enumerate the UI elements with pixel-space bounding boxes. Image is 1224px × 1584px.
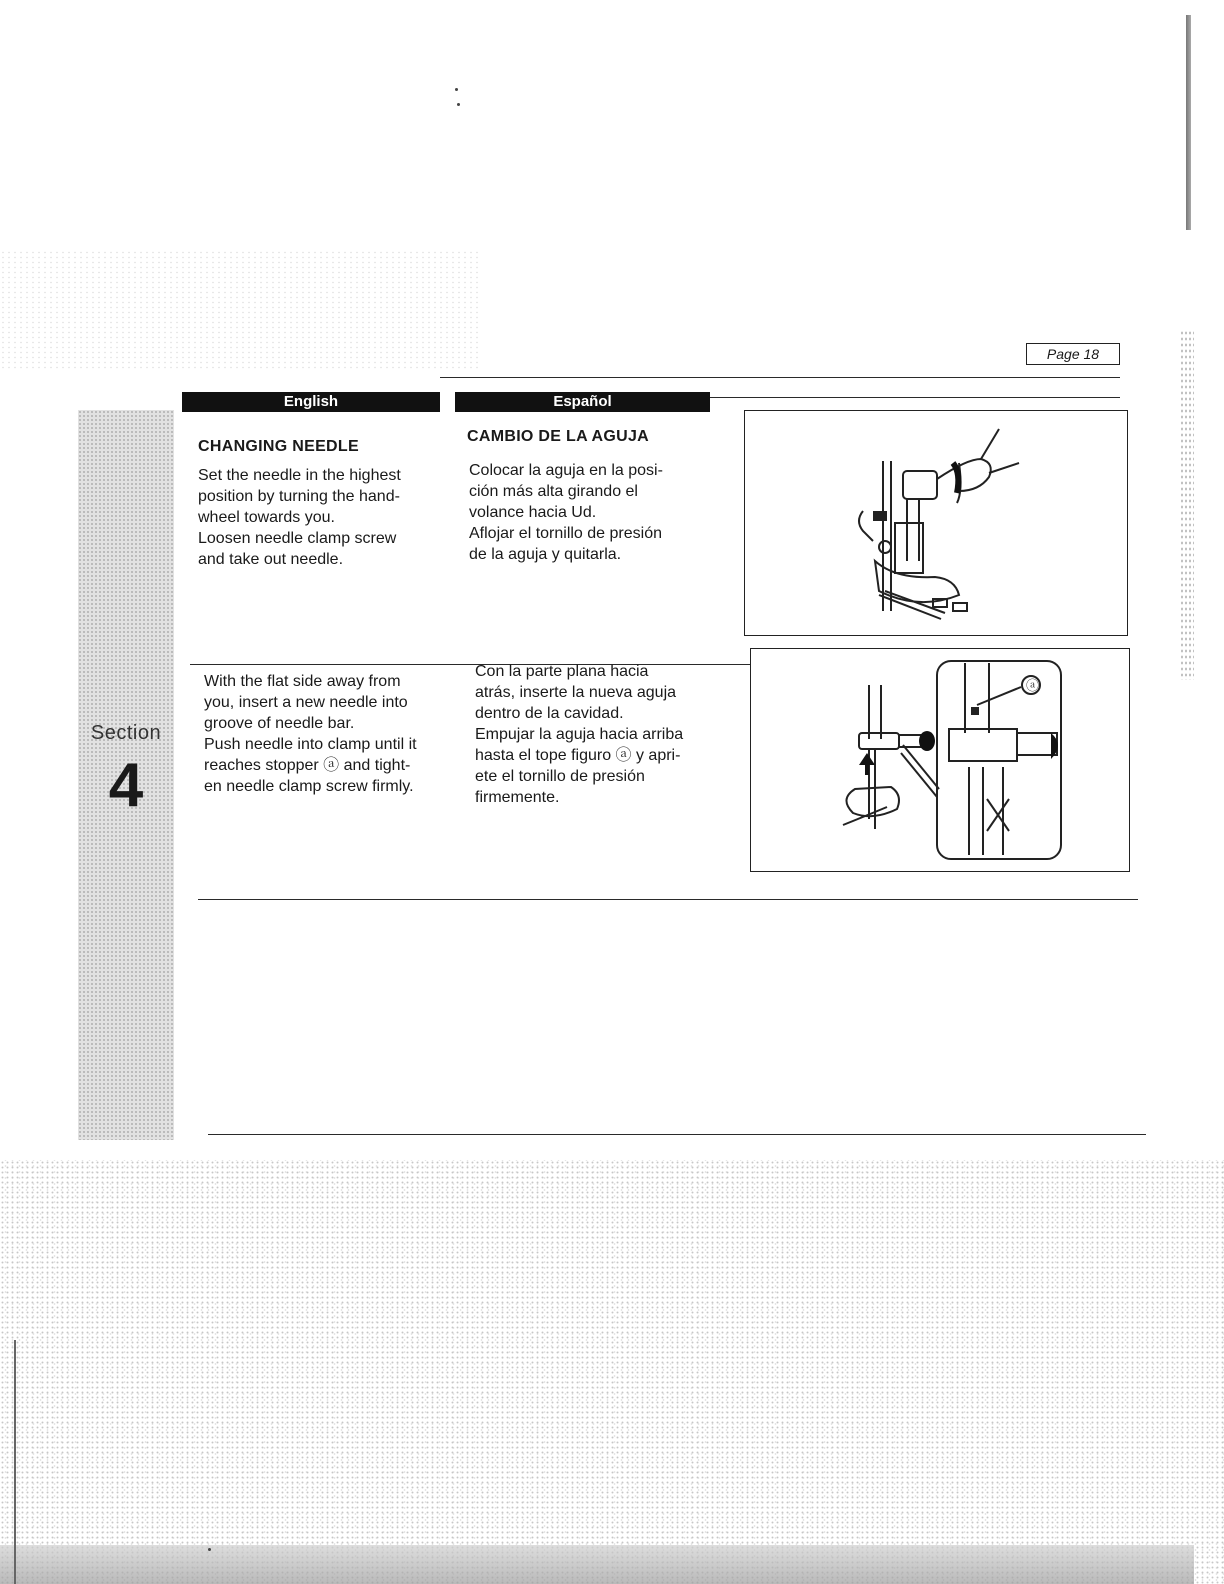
needle-clamp-icon [745, 411, 1127, 635]
scan-speck [455, 88, 458, 91]
scan-speck [208, 1548, 211, 1551]
language-rule [710, 397, 1120, 398]
header-rule [440, 377, 1120, 378]
scan-edge [1180, 330, 1194, 680]
english-instructions-2: With the flat side away from you, insert a new needle into groove of needle bar. Push needle into clamp until it reaches stopper ⓐ and tight- en needle clamp screw firmly. [204, 673, 417, 795]
needle-insert-icon [751, 649, 1129, 871]
language-bar-english: English [182, 392, 440, 412]
needle-insert-illustration [750, 648, 1130, 872]
spanish-instructions-1: Colocar la aguja en la posi- ción más alta girando el volance hacia Ud. Aflojar el tornillo de presión de la aguja y quitarla. [469, 462, 663, 563]
section-number: 4 [108, 751, 144, 820]
english-instructions-1: Set the needle in the highest position by turning the hand- wheel towards you. Loosen needle clamp screw and take out needle. [198, 467, 401, 568]
step-divider [198, 899, 1138, 900]
english-heading: CHANGING NEEDLE [198, 438, 359, 455]
section-tab [78, 410, 174, 1140]
section-label: Section [90, 722, 162, 744]
page-number: Page 18 [1026, 343, 1120, 365]
needle-clamp-illustration [744, 410, 1128, 636]
scan-speck [457, 103, 460, 106]
spanish-heading: CAMBIO DE LA AGUJA [467, 428, 649, 445]
scan-edge [0, 1545, 1194, 1584]
language-bar-spanish: Español [455, 392, 710, 412]
scan-edge [1186, 15, 1191, 230]
spanish-instructions-2: Con la parte plana hacia atrás, inserte la nueva aguja dentro de la cavidad. Empujar la aguja hacia arriba hasta el tope figuro ⓐ y apri- ete el tornillo de presión firmemente. [475, 663, 684, 806]
scan-noise [0, 1160, 1224, 1584]
callout-label: ⓐ [1026, 678, 1040, 693]
scan-noise [0, 250, 480, 370]
scan-edge [14, 1340, 16, 1584]
footer-rule [208, 1134, 1146, 1135]
